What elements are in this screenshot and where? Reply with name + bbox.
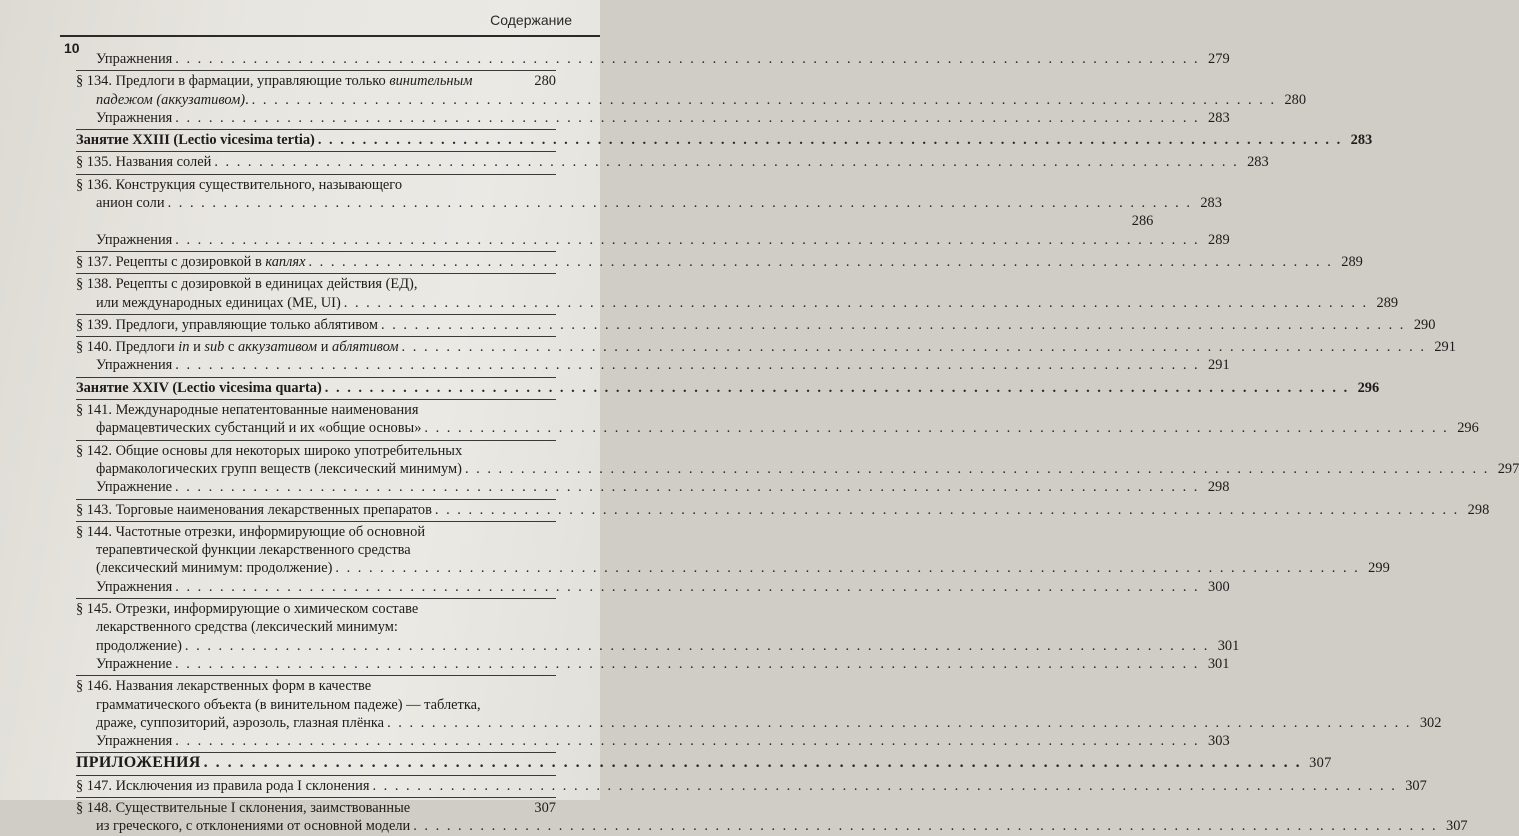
toc-entry-title: § 134. Предлоги в фармации, управляющие только (76, 73, 390, 90)
toc-page-number: 298 (1467, 501, 1490, 518)
divider (76, 399, 556, 400)
toc-page-number: 289 (1376, 294, 1399, 311)
toc-page-number: 301 (1207, 655, 1230, 672)
divider (76, 797, 556, 798)
divider (76, 775, 556, 776)
toc-entry-title: или международных единицах (МЕ, UI) (96, 294, 341, 311)
toc-entry-title: лекарственного средства (лексический минимум: (96, 619, 398, 636)
toc-entry (76, 777, 1427, 795)
toc-entry-line (76, 442, 556, 460)
toc-entry-title: и (317, 339, 333, 356)
toc-entry-italic: каплях (265, 253, 306, 270)
toc-page-number: 289 (1341, 253, 1363, 270)
toc-entry (76, 714, 1442, 732)
toc-page-number: 283 (1247, 154, 1269, 171)
dot-leader (402, 338, 1426, 356)
toc-entry-italic: винительным (389, 73, 473, 90)
divider (76, 273, 556, 274)
dot-leader (175, 109, 1199, 127)
toc-entry-title: § 148. Существительные I склонения, заимствованные (76, 799, 411, 816)
table-of-contents (76, 50, 1519, 836)
toc-page-number: 283 (1208, 109, 1230, 126)
running-header-title: Содержание (490, 12, 572, 28)
toc-entry (76, 316, 1436, 334)
header-rule (60, 35, 600, 37)
toc-entry-title: Упражнения (96, 51, 173, 67)
toc-appendix-heading (76, 754, 1332, 772)
toc-entry-title: Упражнения (96, 109, 173, 126)
toc-page-number: 280 (1284, 91, 1307, 108)
toc-entry-title: Упражнения (96, 733, 173, 750)
toc-entry-title: драже, суппозиторий, аэрозоль, глазная плёнка (96, 714, 385, 731)
dot-leader (175, 732, 1199, 750)
toc-page-number: 307 (534, 799, 556, 816)
dot-leader (175, 50, 1199, 68)
divider (76, 70, 556, 71)
toc-entry (76, 637, 1240, 655)
divider (76, 251, 556, 252)
toc-entry (76, 91, 1307, 109)
dot-leader (435, 501, 1459, 519)
divider (76, 314, 556, 315)
dot-leader (381, 316, 1405, 334)
divider (76, 499, 556, 500)
toc-entry (76, 356, 1230, 374)
dot-leader (413, 817, 1437, 835)
toc-entry (76, 50, 1230, 68)
toc-entry-title: продолжение) (96, 637, 182, 654)
toc-entry-title: Упражнения (96, 357, 173, 374)
dot-leader (387, 714, 1411, 732)
toc-entry (76, 109, 1230, 127)
toc-entry-title: ПРИЛОЖЕНИЯ (76, 754, 201, 772)
toc-entry-title: фармацевтических субстанций и их «общие основы» (96, 420, 422, 437)
toc-entry-title: § 135. Названия солей (76, 154, 212, 171)
dot-leader (168, 194, 1192, 212)
divider (76, 129, 556, 130)
toc-entry-line (76, 523, 556, 541)
toc-page-number: 286 (1131, 213, 1154, 230)
dot-leader (318, 131, 1342, 149)
toc-entry-title: § 147. Исключения из правила рода I склонения (76, 777, 370, 794)
dot-leader (424, 419, 1448, 437)
divider (76, 752, 556, 753)
divider (76, 598, 556, 599)
toc-entry-line (76, 176, 556, 194)
toc-page-number: 296 (1457, 420, 1479, 437)
toc-entry-title: § 143. Торговые наименования лекарственных препаратов (76, 501, 432, 518)
dot-leader (372, 777, 1396, 795)
toc-entry (76, 655, 1230, 673)
dot-leader (465, 460, 1489, 478)
toc-entry (76, 559, 1390, 577)
divider (76, 336, 556, 337)
toc-entry-title: § 146. Названия лекарственных форм в качестве (76, 678, 372, 695)
toc-page-number: 297 (1497, 460, 1519, 477)
dot-leader (175, 356, 1199, 374)
toc-page-number: 291 (1208, 357, 1230, 374)
toc-entry-title: § 141. Международные непатентованные наименования (76, 402, 419, 419)
toc-page-number: 290 (1413, 316, 1436, 333)
toc-entry (76, 153, 1269, 171)
toc-entry (76, 194, 1222, 212)
toc-entry-title: § 142. Общие основы для некоторых широко употребительных (76, 442, 463, 459)
toc-entry-title: Занятие XXIV (Lectio vicesima quarta) (76, 379, 322, 396)
toc-lesson-heading (76, 131, 1373, 149)
toc-page-number: 296 (1357, 379, 1380, 396)
dot-leader (344, 294, 1368, 312)
toc-entry-line (76, 541, 556, 559)
toc-page-number: 303 (1208, 733, 1230, 750)
toc-entry-title: § 139. Предлоги, управляющие только аблятивом (76, 316, 379, 333)
toc-entry-italic: падежом (аккузативом) (96, 91, 246, 108)
toc-entry-title: анион соли (96, 195, 165, 212)
toc-entry-title: и (189, 339, 205, 356)
toc-entry-title: из греческого, с отклонениями от основной модели (96, 818, 411, 835)
toc-entry (76, 478, 1230, 496)
toc-entry (76, 294, 1399, 312)
toc-entry-title: § 136. Конструкция существительного, называющего (76, 176, 403, 193)
toc-page-number: 307 (1405, 777, 1427, 794)
dot-leader (325, 379, 1349, 397)
toc-entry-title: фармакологических групп веществ (лексический минимум) (96, 460, 462, 477)
divider (76, 174, 556, 175)
dot-leader (175, 655, 1199, 673)
toc-entry-title: § 145. Отрезки, информирующие о химическом составе (76, 601, 419, 618)
toc-page-number: 280 (534, 73, 556, 90)
toc-page-number: 283 (1200, 195, 1222, 212)
divider (76, 675, 556, 676)
toc-entry (76, 817, 1468, 835)
toc-page-number: 301 (1217, 637, 1240, 654)
toc-entry-line (76, 618, 556, 636)
toc-page-number: 302 (1419, 714, 1442, 731)
toc-entry-italic: аккузативом (237, 339, 318, 356)
dot-leader (204, 754, 1302, 772)
toc-entry-line (76, 677, 556, 695)
toc-entry-title: . (245, 91, 249, 108)
dot-leader (185, 637, 1209, 655)
toc-page-number: 300 (1208, 578, 1230, 595)
toc-page-number: 289 (1208, 231, 1230, 248)
toc-entry-italic: аблятивом (332, 339, 399, 356)
toc-entry (76, 578, 1230, 596)
toc-entry-line (76, 72, 556, 90)
toc-page-number: 307 (1309, 755, 1332, 772)
dot-leader (175, 578, 1199, 596)
toc-entry-line (76, 600, 556, 618)
toc-entry-title: Упражнения (96, 578, 173, 595)
toc-page-number: 279 (1208, 51, 1230, 67)
dot-leader (175, 231, 1199, 249)
toc-entry-title: § 140. Предлоги (76, 339, 179, 356)
toc-entry-line (76, 799, 556, 817)
toc-entry-title: терапевтической функции лекарственного средства (96, 542, 411, 559)
dot-leader (252, 91, 1276, 109)
toc-entry-title: Занятие XXIII (Lectio vicesima tertia) (76, 132, 315, 149)
toc-entry (76, 253, 1363, 271)
toc-entry-line (76, 401, 556, 419)
toc-entry (76, 732, 1230, 750)
toc-entry-line (76, 696, 556, 714)
toc-page-number: 307 (1446, 818, 1468, 835)
divider (76, 440, 556, 441)
toc-lesson-heading (76, 379, 1380, 397)
dot-leader (175, 478, 1199, 496)
toc-entry-title: Упражнение (96, 655, 173, 672)
toc-entry-title: § 138. Рецепты с дозировкой в единицах действия (ЕД), (76, 276, 418, 293)
dot-leader (335, 559, 1359, 577)
toc-entry-title: грамматического объекта (в винительном падеже) — таблетка, (96, 696, 481, 713)
toc-page-number: 291 (1434, 339, 1456, 356)
toc-entry (76, 419, 1479, 437)
toc-page-number: 299 (1368, 560, 1390, 577)
toc-entry-title: Упражнение (96, 479, 173, 496)
toc-entry (76, 231, 1230, 249)
toc-entry-title: § 144. Частотные отрезки, информирующие об основной (76, 523, 426, 540)
toc-page-number: 298 (1207, 479, 1230, 496)
divider (76, 377, 556, 378)
toc-entry (76, 460, 1519, 478)
dot-leader (214, 153, 1238, 171)
dot-leader (308, 253, 1332, 271)
divider (76, 521, 556, 522)
toc-entry-line (76, 275, 556, 293)
toc-entry (76, 212, 1154, 230)
toc-entry-title: (лексический минимум: продолжение) (96, 560, 333, 577)
toc-page-number: 283 (1350, 132, 1373, 149)
page-number: 10 (64, 40, 80, 56)
toc-entry-italic: in (178, 339, 190, 356)
toc-entry (76, 338, 1456, 356)
toc-entry (76, 501, 1490, 519)
divider (76, 151, 556, 152)
toc-entry-title: с (224, 339, 238, 356)
toc-entry-italic: sub (204, 339, 225, 356)
toc-entry-title: § 137. Рецепты с дозировкой в (76, 253, 266, 270)
toc-entry-title: Упражнения (96, 231, 173, 248)
